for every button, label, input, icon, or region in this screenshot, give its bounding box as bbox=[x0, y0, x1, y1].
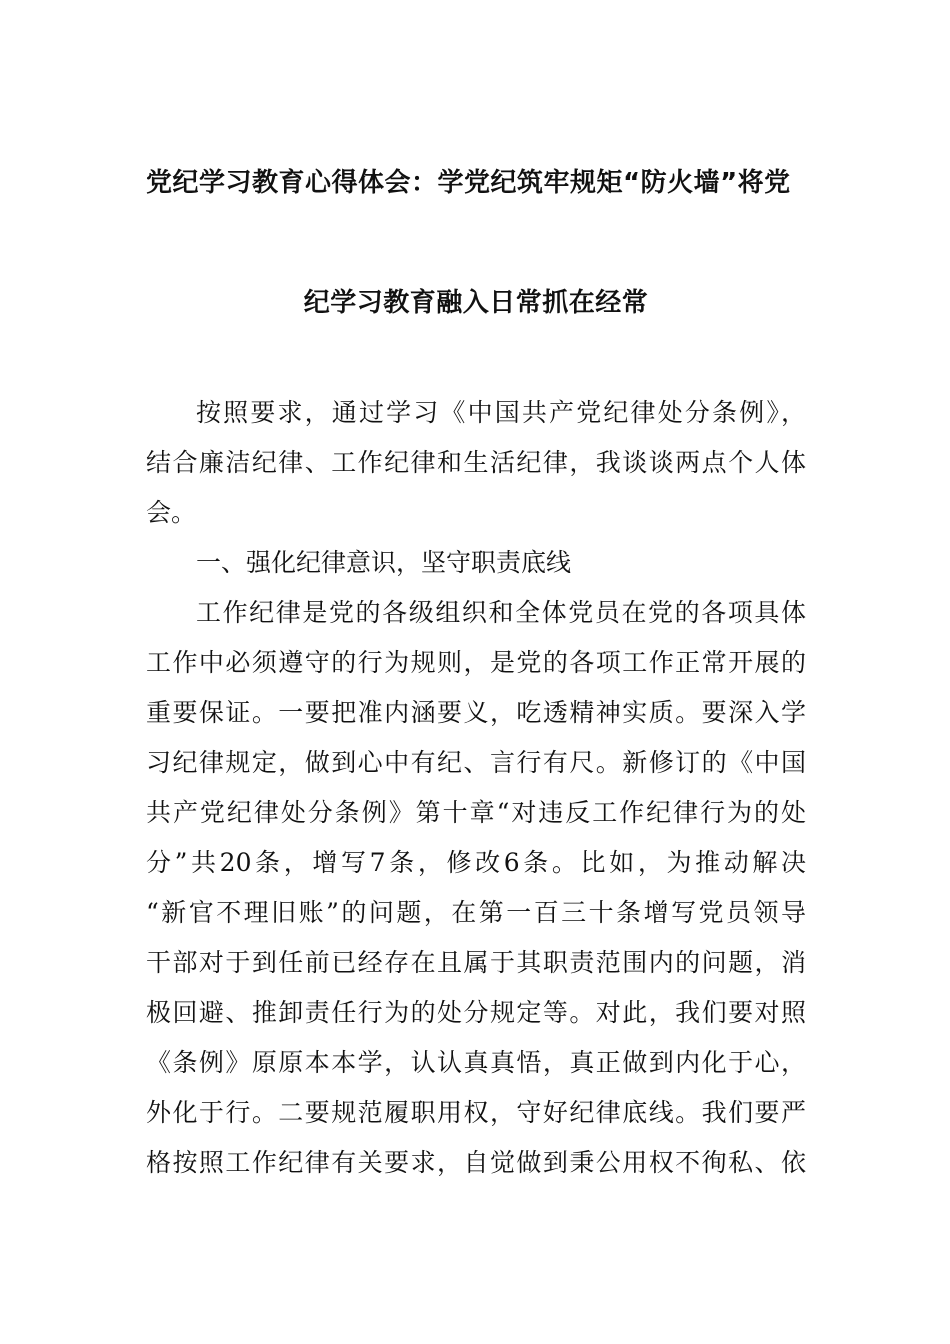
intro-paragraph bbox=[146, 388, 806, 538]
document-title-line-2: 纪学习教育融入日常抓在经常 bbox=[303, 288, 649, 318]
paragraph-line: 《条例》原原本本学，认认真真悟，真正做到内化于心， bbox=[146, 1048, 806, 1077]
paragraph-line: 格按照工作纪律有关要求，自觉做到秉公用权不徇私、依 bbox=[146, 1148, 806, 1177]
paragraph-line: 外化于行。二要规范履职用权，守好纪律底线。我们要严 bbox=[146, 1098, 806, 1127]
paragraph-line: 会。 bbox=[146, 498, 197, 527]
section-heading: 一、强化纪律意识，坚守职责底线 bbox=[196, 548, 572, 577]
paragraph-line: 分”共20条，增写7条，修改6条。比如，为推动解决 bbox=[146, 848, 806, 877]
paragraph-line: 按照要求，通过学习《中国共产党纪律处分条例》， bbox=[196, 398, 806, 427]
paragraph-line: 习纪律规定，做到心中有纪、言行有尺。新修订的《中国 bbox=[146, 748, 806, 777]
paragraph-line: 工作纪律是党的各级组织和全体党员在党的各项具体 bbox=[196, 598, 806, 627]
paragraph-line: 工作中必须遵守的行为规则，是党的各项工作正常开展的 bbox=[146, 648, 806, 677]
document-title-line-1: 党纪学习教育心得体会：学党纪筑牢规矩“防火墙”将党 bbox=[146, 168, 791, 198]
body-paragraph bbox=[146, 588, 806, 1188]
paragraph-line: 干部对于到任前已经存在且属于其职责范围内的问题，消 bbox=[146, 948, 806, 977]
paragraph-line: 共产党纪律处分条例》第十章“对违反工作纪律行为的处 bbox=[146, 798, 806, 827]
paragraph-line: 结合廉洁纪律、工作纪律和生活纪律，我谈谈两点个人体 bbox=[146, 448, 806, 477]
paragraph-line: “新官不理旧账”的问题，在第一百三十条增写党员领导 bbox=[146, 898, 806, 927]
paragraph-line: 极回避、推卸责任行为的处分规定等。对此，我们要对照 bbox=[146, 998, 806, 1027]
section-heading-block bbox=[146, 538, 806, 588]
paragraph-line: 重要保证。一要把准内涵要义，吃透精神实质。要深入学 bbox=[146, 698, 806, 727]
